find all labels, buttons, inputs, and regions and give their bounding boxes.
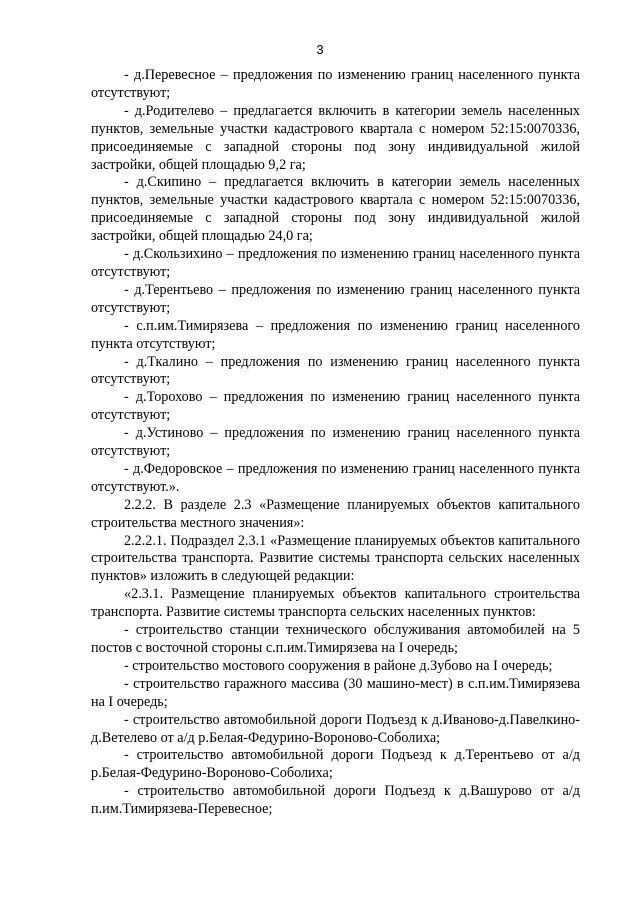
page-number: 3 bbox=[316, 42, 324, 57]
list-item: - строительство автомобильной дороги Подъезд к д.Терентьево от а/д р.Белая-Федурино-Вороново-Соболиха; bbox=[91, 747, 580, 782]
list-item: - строительство автомобильной дороги Подъезд к д.Вашурово от а/д п.им.Тимирязева-Перевесное; bbox=[91, 783, 580, 818]
section-heading-paragraph: 2.2.2. В разделе 2.3 «Размещение планируемых объектов капитального строительства местного значения»: bbox=[91, 496, 580, 531]
paragraph: - д.Терентьево – предложения по изменению границ населенного пункта отсутствуют; bbox=[91, 281, 580, 316]
list-item: - строительство автомобильной дороги Подъезд к д.Иваново-д.Павелкино-д.Ветелево от а/д р.Белая-Федурино-Вороново-Соболиха; bbox=[91, 711, 580, 746]
paragraph: - с.п.им.Тимирязева – предложения по изменению границ населенного пункта отсутствуют; bbox=[91, 317, 580, 352]
paragraph: - д.Торохово – предложения по изменению границ населенного пункта отсутствуют; bbox=[91, 389, 580, 424]
list-item: - строительство гаражного массива (30 машино-мест) в с.п.им.Тимирязева на I очередь; bbox=[91, 675, 580, 710]
document-body bbox=[91, 67, 580, 819]
paragraph: - д.Перевесное – предложения по изменению границ населенного пункта отсутствуют; bbox=[91, 67, 580, 101]
paragraph: - д.Скользихино – предложения по изменению границ населенного пункта отсутствуют; bbox=[91, 246, 580, 280]
paragraph: - д.Скипино – предлагается включить в категории земель населенных пунктов, земельные участки кадастрового квартала с номером 52:15:0070336, присоединяемые с западной стороны под зону индивидуальной жилой застройки, общей площадью 24,0 га; bbox=[91, 174, 580, 245]
paragraph: - д.Федоровское – предложения по изменению границ населенного пункта отсутствуют.». bbox=[91, 460, 580, 495]
paragraph: - д.Родителево – предлагается включить в категории земель населенных пунктов, земельные участки кадастрового квартала с номером 52:15:0070336, присоединяемые с западной стороны под зону индивидуальной жилой застройки, общей площадью 9,2 га; bbox=[91, 102, 580, 173]
quoted-section-title: «2.3.1. Размещение планируемых объектов капитального строительства транспорта. Развитие системы транспорта сельских населенных пунктов: bbox=[91, 586, 580, 621]
list-item: - строительство станции технического обслуживания автомобилей на 5 постов с восточной стороны с.п.им.Тимирязева на I очередь; bbox=[91, 622, 580, 656]
paragraph: - д.Ткалино – предложения по изменению границ населенного пункта отсутствуют; bbox=[91, 353, 580, 388]
subsection-paragraph: 2.2.2.1. Подраздел 2.3.1 «Размещение планируемых объектов капитального строительства транспорта. Развитие системы транспорта сельских населенных пунктов» изложить в следующей редакции: bbox=[91, 532, 580, 585]
list-item: - строительство мостового сооружения в районе д.Зубово на I очередь; bbox=[124, 657, 553, 674]
paragraph: - д.Устиново – предложения по изменению границ населенного пункта отсутствуют; bbox=[91, 425, 580, 460]
